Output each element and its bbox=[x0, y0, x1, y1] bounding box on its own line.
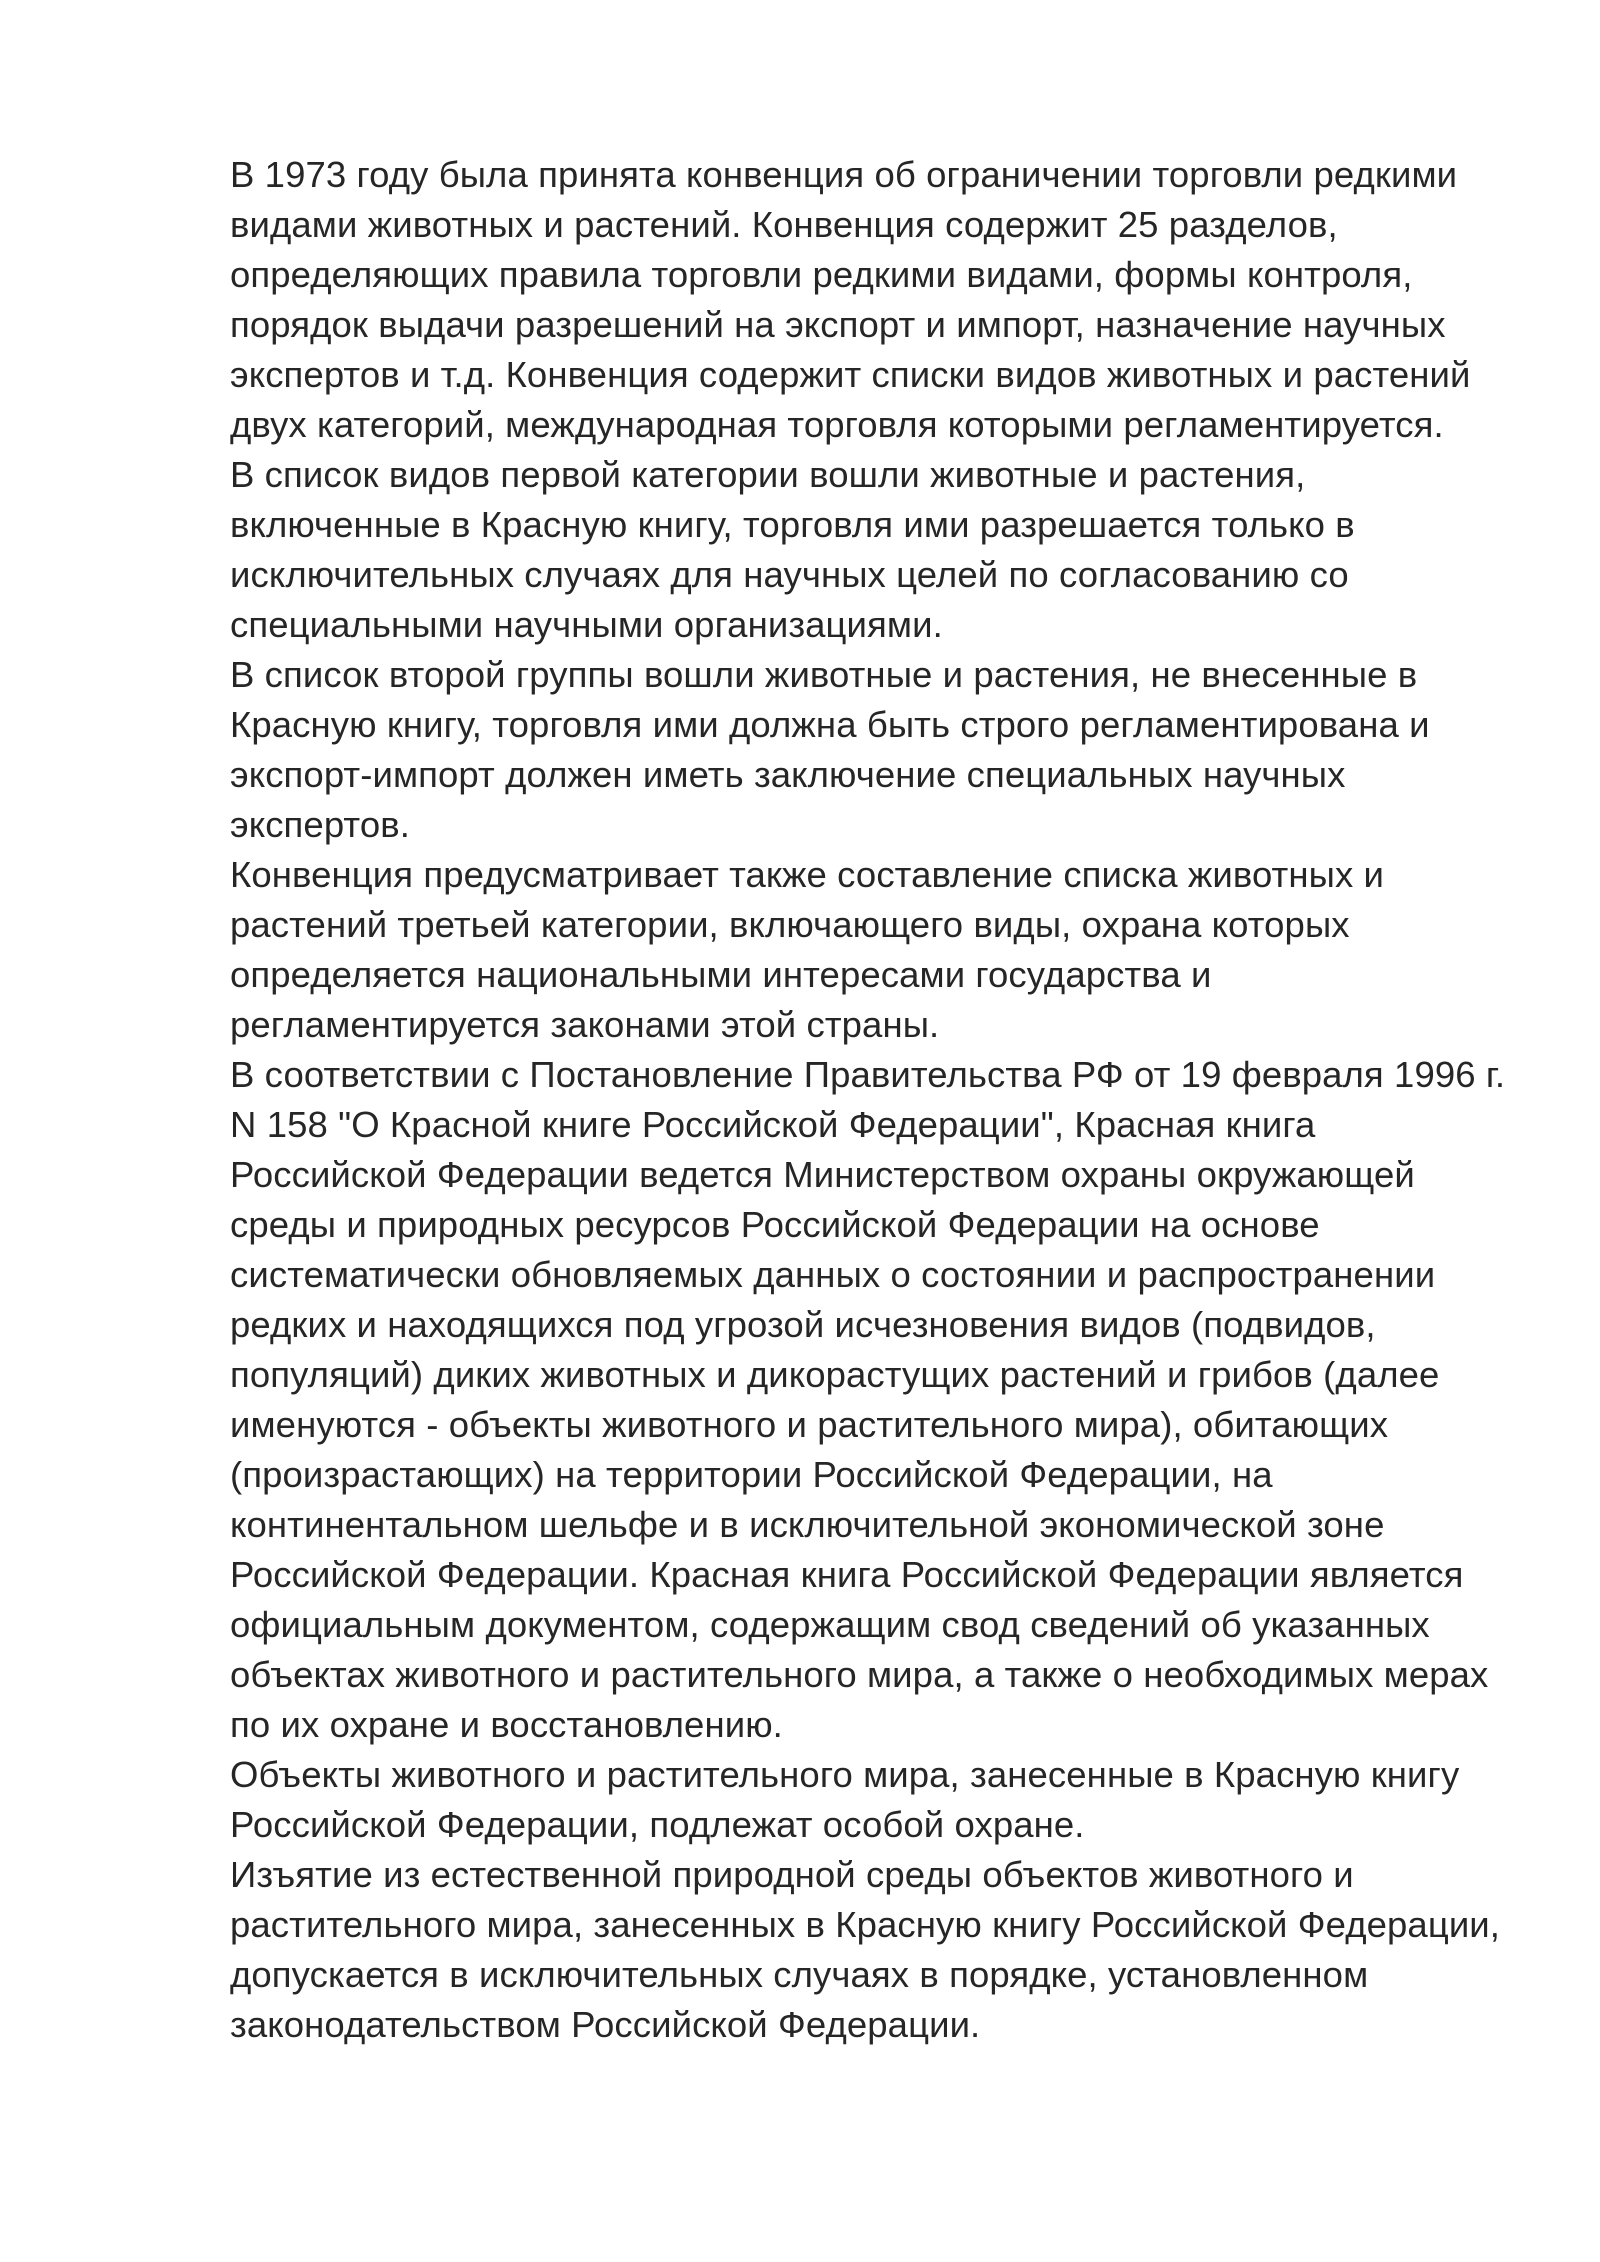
paragraph-second-group: В список второй группы вошли животные и растения, не внесенные в Красную книгу, торговля ими должна быть строго регламентирована и экспорт-импорт должен иметь заключение специальных научных экспертов. bbox=[230, 654, 1430, 845]
paragraph-third-category: Конвенция предусматривает также составление списка животных и растений третьей категории, включающего виды, охрана которых определяется национальными интересами государства и регламентируется законами этой страны. bbox=[230, 854, 1385, 1045]
paragraph-removal-from-nature: Изъятие из естественной природной среды объектов животного и растительного мира, занесенных в Красную книгу Российской Федерации, допускается в исключительных случаях в порядке, установленном законодательством Российской Федерации. bbox=[230, 1854, 1501, 2045]
document-body bbox=[230, 150, 1520, 2050]
paragraph-first-category: В список видов первой категории вошли животные и растения, включенные в Красную книгу, торговля ими разрешается только в исключительных случаях для научных целей по согласованию со специальными научными организациями. bbox=[230, 454, 1355, 645]
paragraph-convention-1973: В 1973 году была принята конвенция об ограничении торговли редкими видами животных и растений. Конвенция содержит 25 разделов, определяющих правила торговли редкими видами, формы контроля, порядок выдачи разрешений на экспорт и импорт, назначение научных экспертов и т.д. Конвенция содержит списки видов животных и растений двух категорий, международная торговля которыми регламентируется. bbox=[230, 154, 1471, 445]
paragraph-red-book-decree: В соответствии с Постановление Правительства РФ от 19 февраля 1996 г. N 158 "О Красной книге Российской Федерации", Красная книга Российской Федерации ведется Министерством охраны окружающей среды и природных ресурсов Российской Федерации на основе систематически обновляемых данных о состоянии и распространении редких и находящихся под угрозой исчезновения видов (подвидов, популяций) диких животных и дикорастущих растений и грибов (далее именуются - объекты животного и растительного мира), обитающих (произрастающих) на территории Российской Федерации, на континентальном шельфе и в исключительной экономической зоне Российской Федерации. Красная книга Российской Федерации является официальным документом, содержащим свод сведений об указанных объектах животного и растительного мира, а также о необходимых мерах по их охране и восстановлению. bbox=[230, 1054, 1506, 1745]
paragraph-special-protection: Объекты животного и растительного мира, занесенные в Красную книгу Российской Федерации, подлежат особой охране. bbox=[230, 1754, 1460, 1845]
